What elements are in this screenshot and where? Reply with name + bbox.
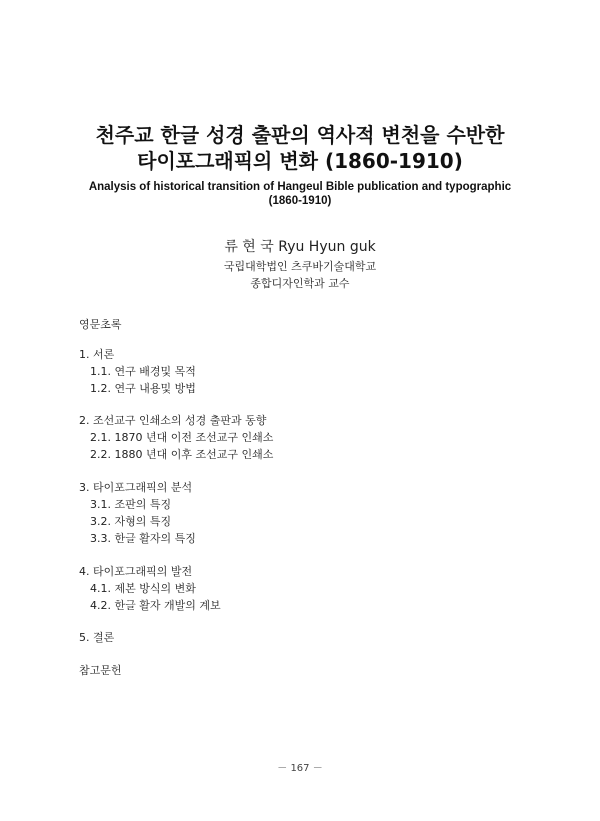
toc-item-section-3-2: 3.2. 자형의 특징	[90, 515, 172, 528]
toc-item-abstract: 영문초록	[79, 318, 122, 331]
toc-item-section-4-1: 4.1. 제본 방식의 변화	[90, 582, 196, 595]
toc-item-section-3-3: 3.3. 한글 활자의 특징	[90, 532, 196, 545]
english-title-line-1: Analysis of historical transition of Hangeul Bible publication and typographic	[88, 181, 512, 193]
author-name: 류 현 국 Ryu Hyun guk	[224, 239, 376, 255]
author-affiliation-department: 종합디자인학과 교수	[250, 277, 350, 290]
toc-item-section-2: 2. 조선교구 인쇄소의 성경 출판과 동향	[79, 414, 267, 427]
toc-item-section-4: 4. 타이포그래픽의 발전	[79, 565, 193, 578]
author-affiliation-university: 국립대학법인 츠쿠바기술대학교	[223, 260, 377, 273]
korean-title-line-1: 천주교 한글 성경 출판의 역사적 변천을 수반한	[95, 123, 505, 147]
toc-item-section-4-2: 4.2. 한글 활자 개발의 계보	[90, 599, 221, 612]
toc-item-section-1: 1. 서론	[79, 348, 115, 361]
toc-item-section-3-1: 3.1. 조판의 특징	[90, 498, 172, 511]
toc-item-section-1-2: 1.2. 연구 내용및 방법	[90, 382, 196, 395]
korean-title-line-2: 타이포그래픽의 변화 (1860-1910)	[137, 149, 463, 173]
toc-item-references: 참고문헌	[79, 664, 122, 677]
toc-item-section-2-1: 2.1. 1870 년대 이전 조선교구 인쇄소	[90, 431, 274, 444]
toc-item-section-3: 3. 타이포그래픽의 분석	[79, 481, 193, 494]
toc-item-section-2-2: 2.2. 1880 년대 이후 조선교구 인쇄소	[90, 448, 274, 461]
page-number: － 167 －	[277, 763, 323, 774]
toc-item-section-5: 5. 결론	[79, 631, 115, 644]
toc-item-section-1-1: 1.1. 연구 배경및 목적	[90, 365, 196, 378]
english-title-line-2: (1860-1910)	[268, 195, 332, 207]
